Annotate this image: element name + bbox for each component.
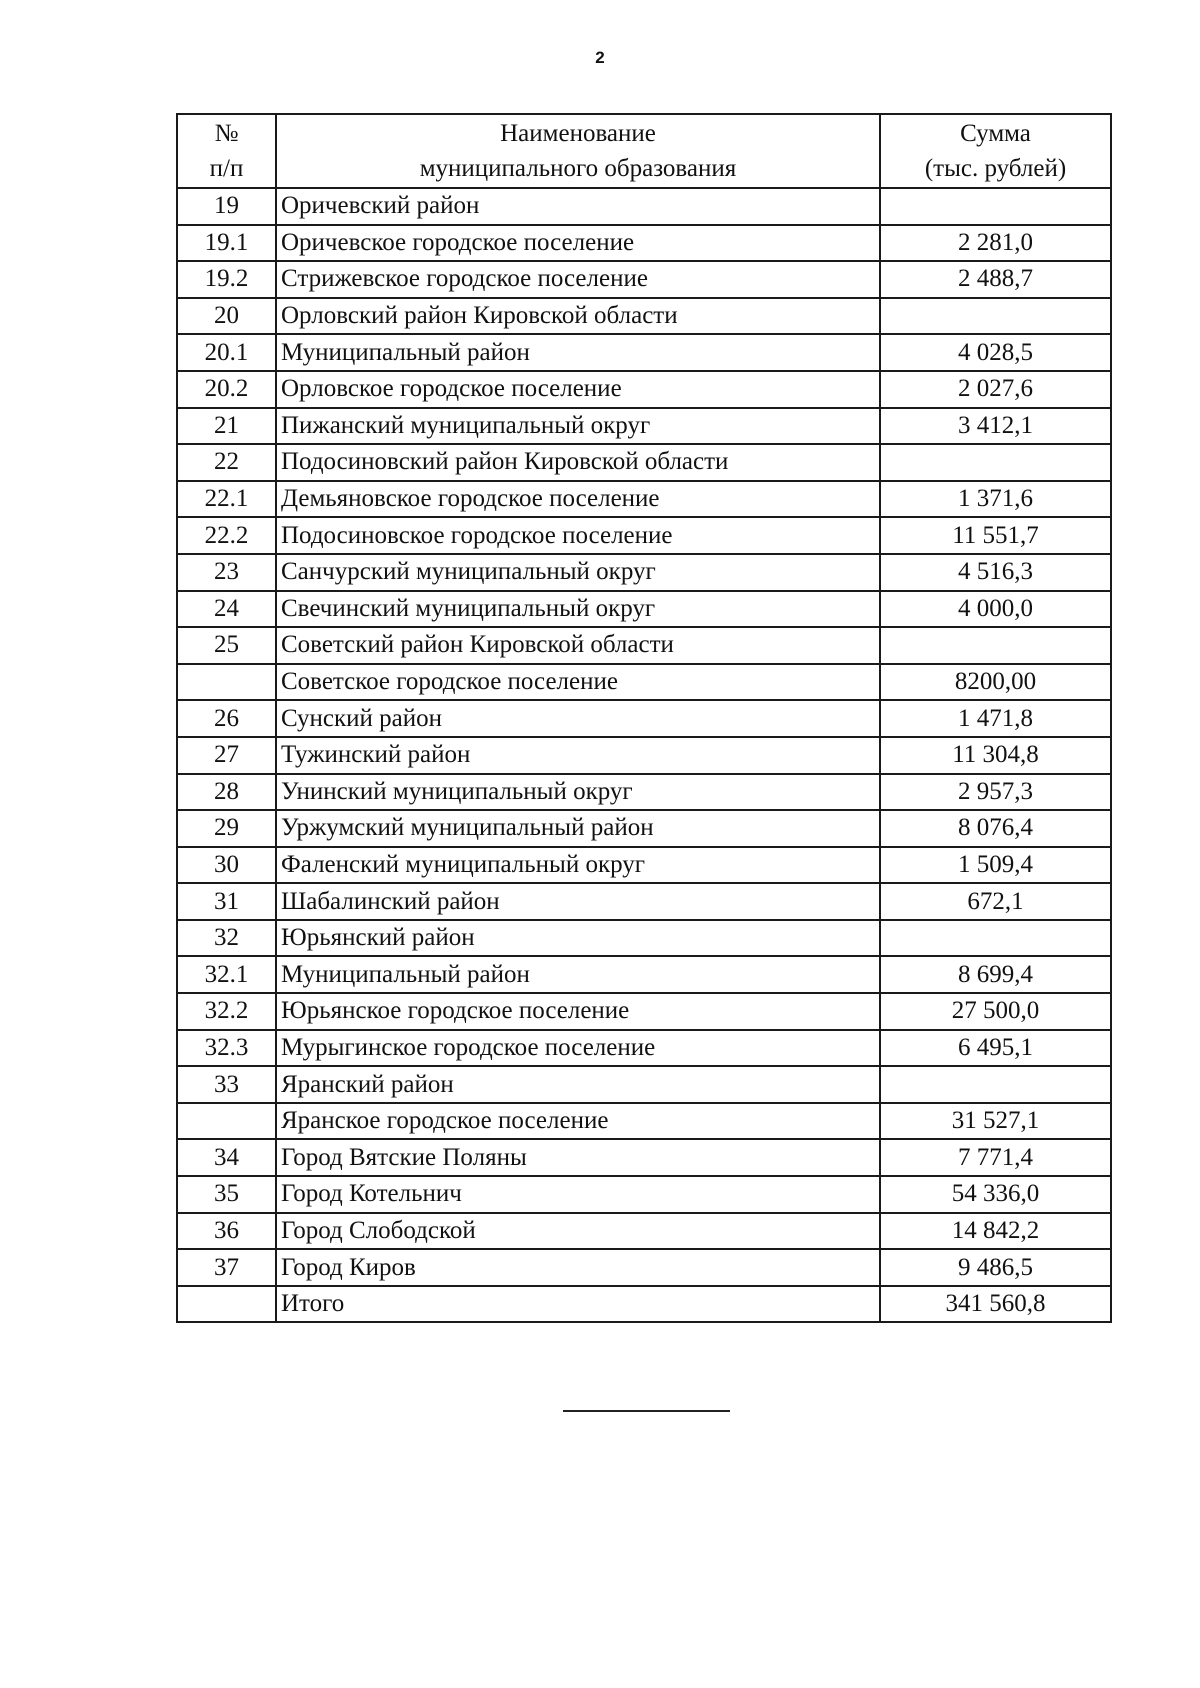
amount-cell: 1 371,6: [880, 481, 1111, 518]
row-number-cell: 37: [177, 1249, 276, 1286]
row-number-cell: 19.2: [177, 261, 276, 298]
row-number-cell: 32.2: [177, 993, 276, 1030]
row-number-cell: 28: [177, 774, 276, 811]
municipality-name-cell: Город Котельнич: [276, 1176, 880, 1213]
municipality-name-cell: Итого: [276, 1286, 880, 1323]
amount-cell: 1 509,4: [880, 847, 1111, 884]
table-row: [177, 993, 1111, 1030]
municipality-name-cell: Оричевское городское поселение: [276, 225, 880, 262]
table-row: [177, 481, 1111, 518]
row-number-cell: 21: [177, 408, 276, 445]
table-header: [177, 114, 1111, 188]
header-sum: [880, 114, 1111, 188]
table-row: [177, 664, 1111, 701]
row-number-cell: 36: [177, 1213, 276, 1250]
table-row: [177, 1066, 1111, 1103]
municipality-name-cell: Город Вятские Поляны: [276, 1139, 880, 1176]
header-row: [177, 114, 1111, 188]
row-number-cell: 24: [177, 591, 276, 628]
amount-cell: 8200,00: [880, 664, 1111, 701]
row-number-cell: 27: [177, 737, 276, 774]
header-name-line2: муниципального образования: [419, 155, 737, 182]
municipality-name-cell: Советское городское поселение: [276, 664, 880, 701]
municipality-name-cell: Муниципальный район: [276, 334, 880, 371]
municipality-name-cell: Шабалинский район: [276, 883, 880, 920]
table-row: [177, 371, 1111, 408]
table-row: [177, 627, 1111, 664]
header-number-line2: п/п: [209, 155, 244, 182]
amount-cell: 3 412,1: [880, 408, 1111, 445]
municipality-name-cell: Свечинский муниципальный округ: [276, 591, 880, 628]
row-number-cell: 23: [177, 554, 276, 591]
table-row: [177, 554, 1111, 591]
municipality-name-cell: Тужинский район: [276, 737, 880, 774]
table-row: [177, 1249, 1111, 1286]
row-number-cell: 29: [177, 810, 276, 847]
table-row: [177, 883, 1111, 920]
municipality-name-cell: Юрьянское городское поселение: [276, 993, 880, 1030]
amount-cell: 11 551,7: [880, 517, 1111, 554]
municipality-name-cell: Советский район Кировской области: [276, 627, 880, 664]
table-row: [177, 225, 1111, 262]
amount-cell: [880, 298, 1111, 335]
table-row: [177, 1103, 1111, 1140]
amount-cell: 7 771,4: [880, 1139, 1111, 1176]
header-number-line1: №: [214, 120, 239, 147]
row-number-cell: 32.3: [177, 1030, 276, 1067]
amount-cell: 6 495,1: [880, 1030, 1111, 1067]
amount-cell: 341 560,8: [880, 1286, 1111, 1323]
table-body: [177, 188, 1111, 1322]
municipality-name-cell: Юрьянский район: [276, 920, 880, 957]
row-number-cell: 20: [177, 298, 276, 335]
table-row: [177, 700, 1111, 737]
amount-cell: 31 527,1: [880, 1103, 1111, 1140]
table-row: [177, 847, 1111, 884]
municipality-name-cell: Яранский район: [276, 1066, 880, 1103]
municipality-name-cell: Унинский муниципальный округ: [276, 774, 880, 811]
table-row: [177, 1139, 1111, 1176]
amount-cell: 2 488,7: [880, 261, 1111, 298]
amount-cell: 4 516,3: [880, 554, 1111, 591]
table-row: [177, 1213, 1111, 1250]
municipality-name-cell: Город Киров: [276, 1249, 880, 1286]
row-number-cell: 30: [177, 847, 276, 884]
table-row: [177, 920, 1111, 957]
row-number-cell: [177, 1286, 276, 1323]
amount-cell: [880, 627, 1111, 664]
row-number-cell: 22.2: [177, 517, 276, 554]
amount-cell: 8 699,4: [880, 956, 1111, 993]
amount-cell: 2 957,3: [880, 774, 1111, 811]
row-number-cell: 19.1: [177, 225, 276, 262]
table-row: [177, 956, 1111, 993]
header-sum-line1: Сумма: [960, 120, 1031, 147]
amount-cell: 4 028,5: [880, 334, 1111, 371]
table-row: [177, 1176, 1111, 1213]
row-number-cell: 34: [177, 1139, 276, 1176]
amount-cell: 11 304,8: [880, 737, 1111, 774]
table-row: [177, 517, 1111, 554]
table-row: [177, 188, 1111, 225]
table-row: [177, 1286, 1111, 1323]
municipality-name-cell: Пижанский муниципальный округ: [276, 408, 880, 445]
amount-cell: 14 842,2: [880, 1213, 1111, 1250]
page-number: 2: [595, 48, 605, 67]
amount-cell: [880, 188, 1111, 225]
municipality-name-cell: Яранское городское поселение: [276, 1103, 880, 1140]
municipality-name-cell: Демьяновское городское поселение: [276, 481, 880, 518]
amount-cell: 2 027,6: [880, 371, 1111, 408]
municipality-name-cell: Муниципальный район: [276, 956, 880, 993]
row-number-cell: 25: [177, 627, 276, 664]
row-number-cell: [177, 1103, 276, 1140]
amount-cell: [880, 1066, 1111, 1103]
row-number-cell: 22: [177, 444, 276, 481]
table-row: [177, 591, 1111, 628]
header-name-line1: Наименование: [500, 120, 656, 147]
amount-cell: 27 500,0: [880, 993, 1111, 1030]
row-number-cell: 20.2: [177, 371, 276, 408]
header-number: [177, 114, 276, 188]
table-row: [177, 774, 1111, 811]
table-row: [177, 298, 1111, 335]
row-number-cell: 22.1: [177, 481, 276, 518]
municipality-name-cell: Город Слободской: [276, 1213, 880, 1250]
header-name: [276, 114, 880, 188]
table-row: [177, 810, 1111, 847]
municipality-name-cell: Мурыгинское городское поселение: [276, 1030, 880, 1067]
amount-cell: 1 471,8: [880, 700, 1111, 737]
municipality-name-cell: Фаленский муниципальный округ: [276, 847, 880, 884]
municipality-name-cell: Сунский район: [276, 700, 880, 737]
table-row: [177, 737, 1111, 774]
table-row: [177, 1030, 1111, 1067]
amount-cell: 8 076,4: [880, 810, 1111, 847]
municipality-name-cell: Оричевский район: [276, 188, 880, 225]
amount-cell: [880, 444, 1111, 481]
table-row: [177, 444, 1111, 481]
amount-cell: 54 336,0: [880, 1176, 1111, 1213]
municipality-name-cell: Орловское городское поселение: [276, 371, 880, 408]
municipality-name-cell: Санчурский муниципальный округ: [276, 554, 880, 591]
header-sum-line2: (тыс. рублей): [924, 155, 1067, 182]
amount-cell: 672,1: [880, 883, 1111, 920]
end-rule: [563, 1410, 730, 1412]
amount-cell: 9 486,5: [880, 1249, 1111, 1286]
table-row: [177, 334, 1111, 371]
amount-cell: [880, 920, 1111, 957]
table-row: [177, 408, 1111, 445]
municipality-name-cell: Стрижевское городское поселение: [276, 261, 880, 298]
municipality-name-cell: Орловский район Кировской области: [276, 298, 880, 335]
row-number-cell: 19: [177, 188, 276, 225]
table-row: [177, 261, 1111, 298]
row-number-cell: 32: [177, 920, 276, 957]
row-number-cell: 35: [177, 1176, 276, 1213]
row-number-cell: 20.1: [177, 334, 276, 371]
amount-cell: 2 281,0: [880, 225, 1111, 262]
row-number-cell: [177, 664, 276, 701]
row-number-cell: 33: [177, 1066, 276, 1103]
row-number-cell: 31: [177, 883, 276, 920]
allocation-table: [176, 113, 1112, 1323]
municipality-name-cell: Уржумский муниципальный район: [276, 810, 880, 847]
amount-cell: 4 000,0: [880, 591, 1111, 628]
municipality-name-cell: Подосиновское городское поселение: [276, 517, 880, 554]
row-number-cell: 26: [177, 700, 276, 737]
row-number-cell: 32.1: [177, 956, 276, 993]
municipality-name-cell: Подосиновский район Кировской области: [276, 444, 880, 481]
